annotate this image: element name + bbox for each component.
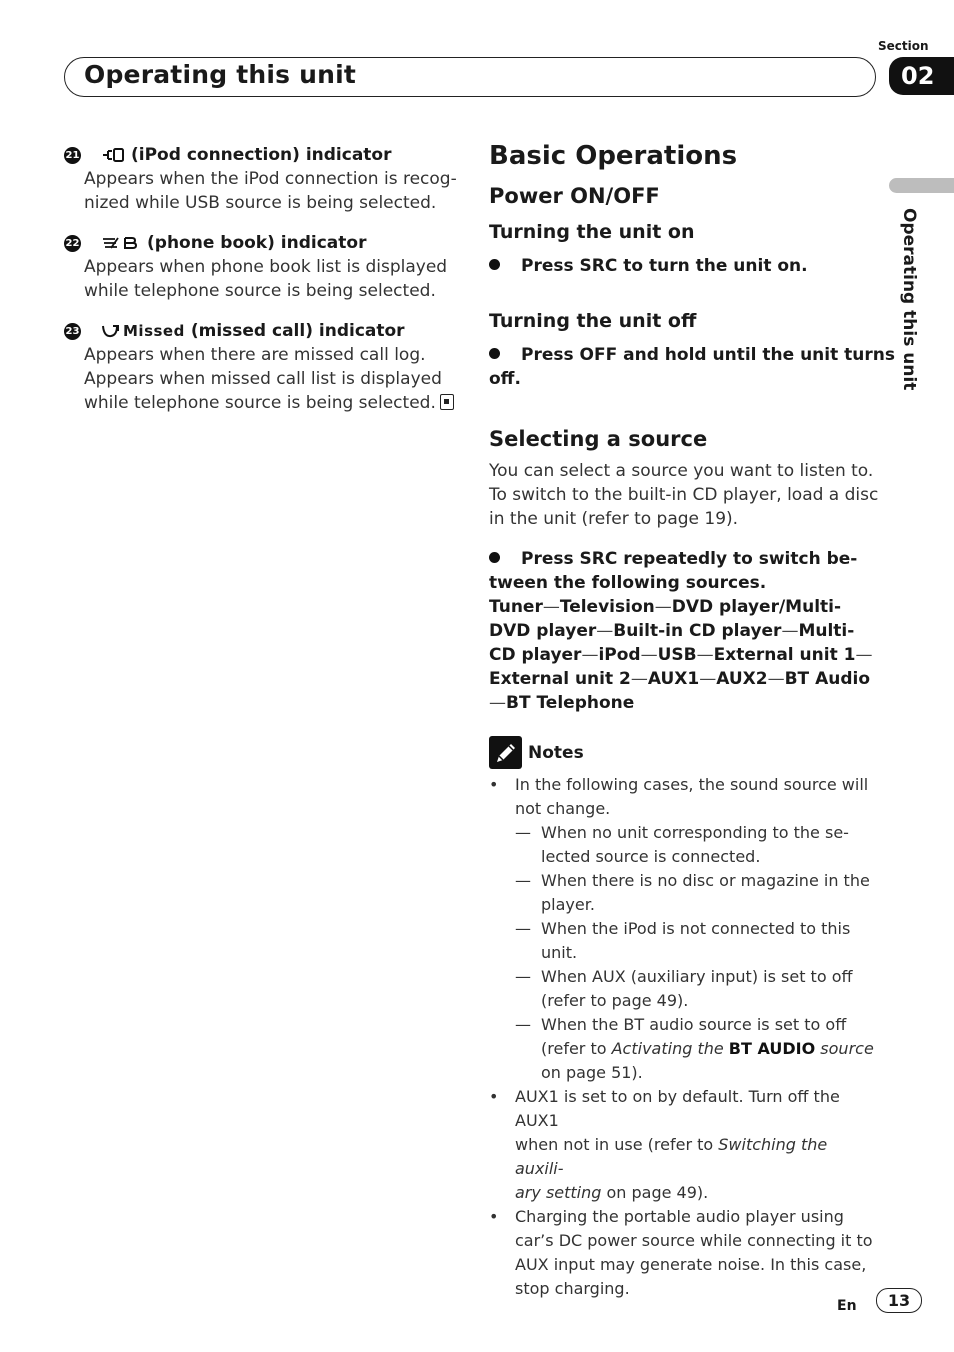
note-line: When the BT audio source is set to off — [541, 1015, 847, 1034]
selecting-source-paragraph — [489, 459, 878, 531]
bullet-icon: • — [489, 1207, 499, 1226]
indicator-number: 21 — [64, 147, 81, 164]
source-separator: — — [640, 645, 658, 665]
power-heading: Power ON/OFF — [489, 184, 660, 208]
note-text-fragment: (refer to — [541, 1039, 612, 1058]
turn-on-step-text: Press SRC to turn the unit on. — [521, 256, 808, 276]
source-list-line — [489, 643, 872, 667]
note-line: AUX input may generate noise. In this case, — [515, 1255, 867, 1274]
section-label: Section — [878, 39, 929, 53]
note-line: car’s DC power source while connecting it to — [515, 1231, 873, 1250]
dash-icon: — — [515, 967, 531, 986]
note-item — [489, 1085, 879, 1205]
note-text-fragment: source — [820, 1039, 874, 1058]
turn-on-step — [489, 254, 808, 278]
source-name: USB — [657, 645, 697, 665]
source-separator: — — [596, 621, 614, 641]
note-text-fragment: BT AUDIO — [728, 1039, 816, 1058]
turn-off-step-text: Press OFF and hold until the unit turns — [521, 345, 895, 365]
note-item — [489, 773, 879, 1085]
ipod-connection-icon — [101, 147, 125, 163]
note-line: (refer to page 49). — [541, 991, 689, 1010]
dash-icon: — — [515, 823, 531, 842]
source-separator: — — [699, 669, 717, 689]
bullet-icon: • — [489, 1087, 499, 1106]
dash-icon: — — [515, 871, 531, 890]
note-text-fragment: on page 49). — [601, 1183, 709, 1202]
source-separator: — — [542, 597, 560, 617]
note-line: AUX1 is set to on by default. Turn off the AUX1 — [515, 1087, 840, 1130]
step-text: Press SRC repeatedly to switch be- — [521, 549, 858, 569]
source-name: Multi- — [798, 621, 855, 641]
indicator-description-line: Appears when phone book list is displayed — [84, 257, 448, 277]
source-separator: — — [767, 669, 785, 689]
note-subitem — [515, 917, 879, 965]
phone-book-icon — [101, 235, 141, 251]
basic-operations-heading: Basic Operations — [489, 141, 738, 171]
source-name: External unit 1 — [713, 645, 856, 665]
indicator-description-line: Appears when the iPod connection is recog- — [84, 169, 457, 189]
note-line — [541, 1037, 879, 1061]
step-text: tween the following sources. — [489, 573, 767, 593]
end-of-section-icon — [440, 394, 454, 410]
indicator-title: (iPod connection) indicator — [131, 145, 392, 165]
note-line: In the following cases, the sound source will — [515, 775, 869, 794]
source-separator: — — [581, 645, 599, 665]
source-name: AUX1 — [647, 669, 700, 689]
note-text-fragment: Activating the — [611, 1039, 724, 1058]
note-subitem — [515, 965, 879, 1013]
note-subitem — [515, 1013, 879, 1085]
indicator-number: 22 — [64, 235, 81, 252]
note-subitem — [515, 821, 879, 869]
dash-icon: — — [515, 1015, 531, 1034]
indicator-number: 23 — [64, 323, 81, 340]
source-list-line — [489, 691, 872, 715]
section-number-badge: 02 — [889, 57, 954, 95]
source-name: External unit 2 — [489, 669, 631, 689]
source-name: iPod — [598, 645, 641, 665]
paragraph-line: To switch to the built-in CD player, load a disc — [489, 485, 879, 505]
source-name: Tuner — [489, 597, 543, 617]
indicator-title: (missed call) indicator — [190, 321, 405, 341]
step-bullet-icon — [489, 348, 500, 359]
indicator-item-21 — [64, 145, 457, 215]
indicator-description-line: Appears when missed call list is displayed — [84, 369, 442, 389]
source-name: DVD player/Multi- — [671, 597, 842, 617]
source-list-line — [489, 667, 872, 691]
source-name: Built-in CD player — [613, 621, 782, 641]
indicator-description-line: nized while USB source is being selected. — [84, 193, 437, 213]
note-text-fragment: Switching the auxili- — [515, 1135, 828, 1178]
dash-icon: — — [515, 919, 531, 938]
indicator-item-23 — [64, 321, 454, 415]
note-line: unit. — [541, 943, 578, 962]
source-separator: — — [855, 645, 873, 665]
indicator-description-line: while telephone source is being selected. — [84, 281, 436, 301]
turning-off-heading: Turning the unit off — [489, 310, 697, 332]
note-text-fragment: ary setting — [515, 1183, 602, 1202]
missed-call-icon — [101, 322, 185, 340]
note-line: Charging the portable audio player using — [515, 1207, 844, 1226]
paragraph-line: You can select a source you want to listen to. — [489, 461, 874, 481]
indicator-item-22 — [64, 233, 447, 303]
side-section-label: Operating this unit — [899, 208, 919, 391]
note-line: When no unit corresponding to the se- — [541, 823, 849, 842]
source-list-line — [489, 619, 872, 643]
note-line: player. — [541, 895, 595, 914]
pencil-note-icon — [489, 736, 522, 769]
source-name: AUX2 — [716, 669, 768, 689]
source-separator: — — [781, 621, 799, 641]
selecting-source-heading: Selecting a source — [489, 427, 708, 451]
indicator-description-line: Appears when there are missed call log. — [84, 345, 426, 365]
indicator-description-line: while telephone source is being selected. — [84, 393, 436, 413]
note-line: When AUX (auxiliary input) is set to off — [541, 967, 853, 986]
side-tab-marker — [889, 178, 954, 193]
step-bullet-icon — [489, 552, 500, 563]
source-separator: — — [654, 597, 672, 617]
notes-header — [489, 736, 584, 769]
source-name: Television — [559, 597, 655, 617]
turn-off-step-text: off. — [489, 369, 521, 389]
notes-title: Notes — [528, 742, 584, 763]
indicator-title: (phone book) indicator — [147, 233, 367, 253]
missed-call-icon-text: Missed — [123, 322, 185, 340]
turn-off-step — [489, 343, 895, 391]
source-name: BT Audio — [784, 669, 871, 689]
note-text-fragment: when not in use (refer to — [515, 1135, 719, 1154]
note-line: stop charging. — [515, 1279, 630, 1298]
source-separator: — — [630, 669, 648, 689]
note-line — [515, 1181, 879, 1205]
page-title: Operating this unit — [84, 60, 357, 89]
select-source-step — [489, 547, 872, 715]
paragraph-line: in the unit (refer to page 19). — [489, 509, 739, 529]
note-line: lected source is connected. — [541, 847, 761, 866]
page-number: 13 — [876, 1288, 922, 1313]
source-separator: — — [489, 693, 506, 713]
turning-on-heading: Turning the unit on — [489, 221, 695, 243]
source-list-line — [489, 595, 872, 619]
bullet-icon: • — [489, 775, 499, 794]
note-item — [489, 1205, 879, 1301]
source-name: BT Telephone — [506, 693, 635, 713]
note-line — [515, 1133, 879, 1181]
step-bullet-icon — [489, 259, 500, 270]
note-line: not change. — [515, 799, 611, 818]
source-name: DVD player — [489, 621, 597, 641]
source-separator: — — [696, 645, 714, 665]
note-line: on page 51). — [541, 1063, 643, 1082]
note-line: When there is no disc or magazine in the — [541, 871, 870, 890]
notes-list — [489, 773, 879, 1301]
note-subitem — [515, 869, 879, 917]
source-name: CD player — [489, 645, 582, 665]
note-line: When the iPod is not connected to this — [541, 919, 851, 938]
language-label: En — [837, 1298, 857, 1314]
